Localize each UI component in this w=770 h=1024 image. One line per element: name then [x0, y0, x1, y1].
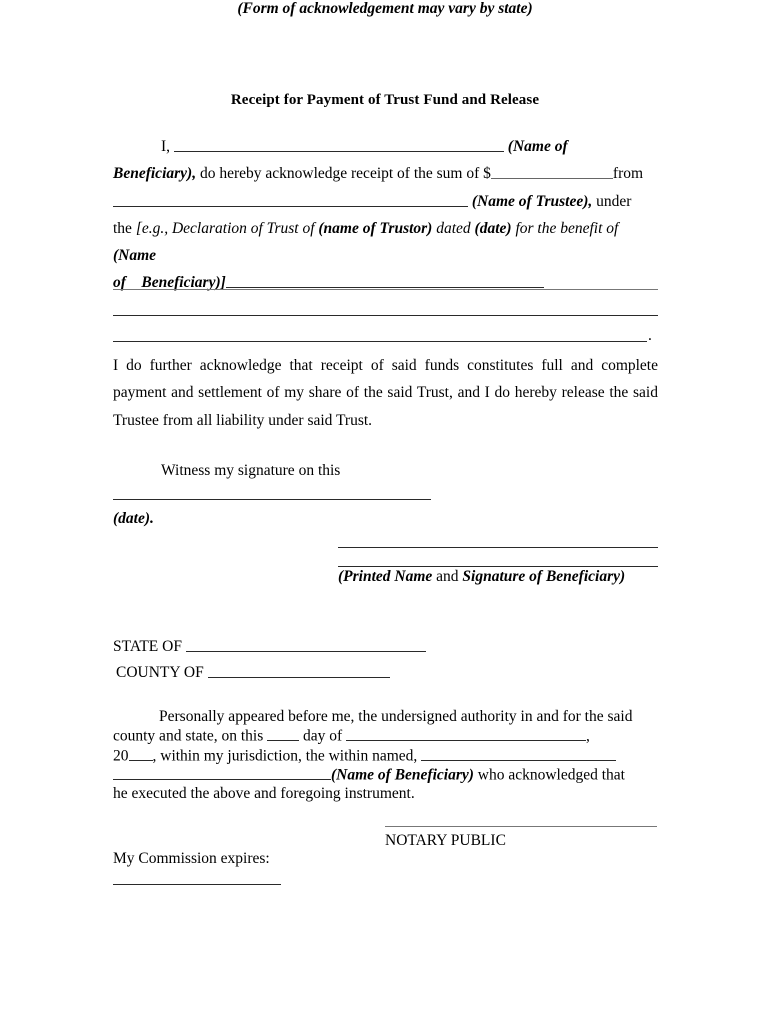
acknowledgement-paragraph	[113, 708, 658, 803]
acknowledge-receipt-text: do hereby acknowledge receipt of the sum of $	[199, 165, 491, 183]
trustee-name-blank[interactable]	[113, 191, 468, 206]
page-title: Receipt for Payment of Trust Fund and Release	[230, 92, 540, 108]
recital-terminal-period: .	[648, 327, 652, 344]
printed-name-signature-rule[interactable]	[338, 547, 658, 548]
trust-description-blank-c[interactable]	[113, 315, 658, 316]
name-of-beneficiary-tag-a: (Name of	[507, 138, 568, 155]
witness-text: Witness my signature on this	[161, 462, 341, 479]
sum-amount-blank[interactable]	[491, 164, 613, 179]
ack-line-2-comma: ,	[586, 727, 590, 745]
for-benefit-text: for the benefit of	[515, 219, 619, 237]
name-of-trustor-tag: (name of Trustor)	[318, 219, 433, 237]
year-blank[interactable]	[129, 746, 153, 761]
date-tag: (date)	[474, 219, 512, 237]
within-named-blank-a[interactable]	[421, 746, 616, 761]
release-paragraph: I do further acknowledge that receipt of said funds constitutes full and complete payment and settlement of my share of the said Trust, and I do hereby release the said Trustee from all liability under said Trust.	[113, 357, 658, 429]
commission-expires-blank[interactable]	[113, 884, 281, 885]
day-blank[interactable]	[267, 726, 299, 741]
state-blank[interactable]	[186, 637, 426, 652]
ack-line-2b: day of	[303, 727, 343, 745]
dated-word: dated	[436, 219, 471, 237]
signature-caption	[338, 566, 738, 588]
commission-expires-label: My Commission expires:	[113, 850, 270, 867]
ack-line-1: Personally appeared before me, the undersigned authority in and for the said	[159, 708, 633, 725]
trust-description-blank-a[interactable]	[226, 273, 544, 288]
name-of-tag: (Name	[113, 247, 157, 265]
ack-line-4-text: who acknowledged that	[477, 766, 625, 784]
eg-declaration-clause: [e.g., Declaration of Trust of	[135, 219, 315, 237]
county-blank[interactable]	[208, 663, 390, 678]
state-label: STATE OF	[113, 638, 182, 655]
i-label: I,	[161, 138, 171, 155]
ack-line-5: he executed the above and foregoing instrument.	[113, 784, 415, 802]
county-field-row	[116, 661, 661, 685]
beneficiary-close-tag: Beneficiary)]	[141, 274, 226, 292]
of-word: of	[113, 274, 126, 292]
printed-name-label: (Printed Name	[338, 568, 433, 585]
ack-year-prefix: 20	[113, 746, 129, 764]
witness-date-tag: (date).	[113, 510, 154, 527]
and-word: and	[436, 568, 459, 585]
trust-description-blank-b[interactable]	[113, 289, 658, 290]
under-word: under	[596, 192, 632, 210]
name-of-beneficiary-tag-b: Beneficiary),	[113, 165, 197, 183]
month-blank[interactable]	[346, 726, 586, 741]
from-word: from	[612, 165, 644, 183]
ack-name-of-beneficiary-tag: (Name of Beneficiary)	[331, 766, 474, 784]
county-label: COUNTY OF	[116, 664, 204, 681]
beneficiary-name-blank[interactable]	[174, 137, 504, 152]
footnote-note: (Form of acknowledgement may vary by state)	[237, 0, 533, 17]
signature-of-beneficiary-label: Signature of Beneficiary)	[462, 568, 626, 585]
witness-signature-line	[113, 459, 658, 531]
notary-signature-rule[interactable]	[385, 826, 657, 827]
ack-line-3b: , within my jurisdiction, the within named,	[152, 746, 418, 764]
ack-line-2a: county and state, on this	[113, 727, 264, 745]
state-field-row	[113, 635, 658, 659]
name-of-trustee-tag: (Name of Trustee),	[471, 192, 593, 210]
within-named-blank-b[interactable]	[113, 765, 331, 780]
recital-paragraph	[113, 133, 658, 297]
the-word: the	[113, 219, 132, 237]
trust-description-blank-d[interactable]	[113, 341, 647, 342]
notary-public-label: NOTARY PUBLIC	[385, 832, 506, 849]
witness-date-blank[interactable]	[113, 485, 431, 500]
